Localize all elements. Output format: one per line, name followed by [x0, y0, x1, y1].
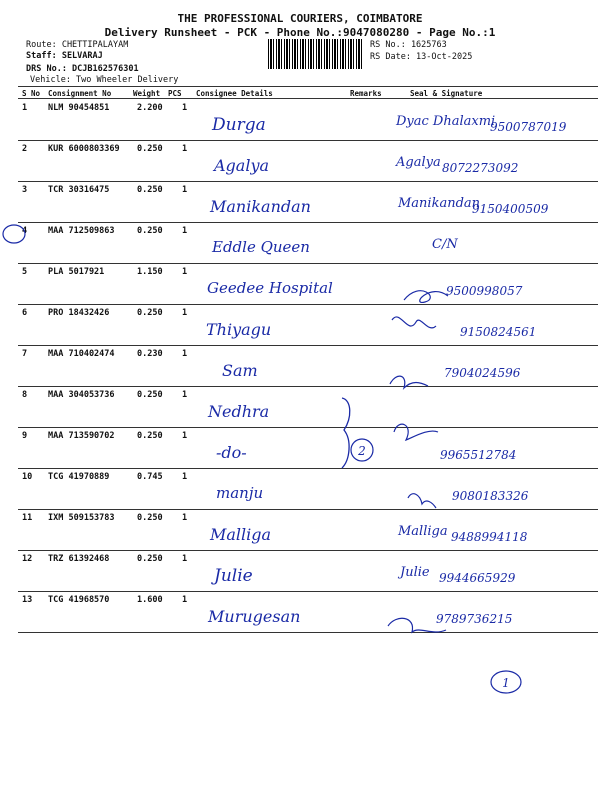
row-sno: 1 [22, 103, 28, 113]
row-signature: Malliga [398, 524, 448, 539]
page-mark-circle [491, 671, 521, 693]
row-divider [18, 386, 598, 387]
row-sno: 5 [22, 267, 28, 277]
row-divider [18, 632, 598, 633]
row-weight: 0.250 [137, 431, 163, 441]
row-weight: 0.250 [137, 144, 163, 154]
route-text: Route: CHETTIPALAYAM [26, 40, 129, 50]
col-seal-signature: Seal & Signature [410, 89, 483, 98]
col-weight: Weight [133, 89, 161, 98]
row-divider [18, 468, 598, 469]
row-weight: 0.250 [137, 308, 163, 318]
row-consignment-no: MAA 713590702 [48, 431, 115, 441]
row-signature-phone: 9789736215 [436, 612, 513, 626]
row-divider [18, 550, 598, 551]
signature-scribble-10 [408, 494, 436, 508]
row-divider [18, 304, 598, 305]
row-sno: 9 [22, 431, 28, 441]
row-pcs: 1 [182, 144, 188, 154]
row-signature-phone: 9150824561 [460, 325, 537, 339]
row-weight: 0.250 [137, 554, 163, 564]
col-pcs: PCS [168, 89, 182, 98]
row-consignee-handwritten: Julie [214, 566, 253, 586]
row-pcs: 1 [182, 390, 188, 400]
row-consignment-no: KUR 6000803369 [48, 144, 120, 154]
col-remarks: Remarks [350, 89, 382, 98]
row-pcs: 1 [182, 308, 188, 318]
col-consignment: Consignment No [48, 89, 112, 98]
row-divider [18, 181, 598, 182]
bracket-count-circle [351, 439, 373, 461]
row-pcs: 1 [182, 472, 188, 482]
row-weight: 2.200 [137, 103, 163, 113]
row-weight: 0.745 [137, 472, 163, 482]
row-signature: Julie [400, 565, 430, 580]
col-sno: S No [22, 89, 41, 98]
row-consignment-no: TCG 41968570 [48, 595, 110, 605]
row-consignment-no: MAA 712509863 [48, 226, 115, 236]
row-sno: 11 [22, 513, 33, 523]
row-weight: 1.600 [137, 595, 163, 605]
row-signature-phone: 7904024596 [444, 366, 521, 380]
row-sno: 10 [22, 472, 33, 482]
row-sno: 2 [22, 144, 28, 154]
table-top-rule [18, 86, 598, 87]
row-consignee-handwritten: -do- [216, 443, 247, 462]
row-consignment-no: MAA 304053736 [48, 390, 115, 400]
row-divider [18, 427, 598, 428]
row-signature-phone: 8072273092 [442, 161, 519, 175]
row-consignee-handwritten: Manikandan [210, 197, 311, 216]
row-consignee-handwritten: Eddle Queen [212, 238, 310, 256]
row-pcs: 1 [182, 554, 188, 564]
header-bottom-rule [18, 98, 598, 99]
row-pcs: 1 [182, 513, 188, 523]
row-consignee-handwritten: Malliga [210, 525, 272, 544]
row-sno: 3 [22, 185, 28, 195]
row-consignee-handwritten: Agalya [214, 156, 270, 175]
rs-date: RS Date: 13-Oct-2025 [370, 52, 473, 62]
row-divider [18, 591, 598, 592]
row-consignee-handwritten: Durga [212, 115, 266, 135]
drs-number: DRS No.: DCJB162576301 [26, 64, 139, 74]
row-pcs: 1 [182, 431, 188, 441]
row-signature: Dyac Dhalaxmi [396, 114, 496, 129]
row-signature-phone: 9965512784 [440, 448, 517, 462]
row-consignment-no: TCG 41970889 [48, 472, 110, 482]
row-divider [18, 140, 598, 141]
row-sno: 13 [22, 595, 33, 605]
row-consignee-handwritten: Murugesan [208, 607, 301, 626]
row-pcs: 1 [182, 595, 188, 605]
row-signature-phone: 9500787019 [490, 120, 567, 134]
rs-number: RS No.: 1625763 [370, 40, 447, 50]
row-consignment-no: PRO 18432426 [48, 308, 110, 318]
row-consignment-no: TCR 30316475 [48, 185, 110, 195]
row-signature-phone: 9150400509 [472, 202, 549, 216]
row-consignment-no: TRZ 61392468 [48, 554, 110, 564]
row-consignment-no: NLM 90454851 [48, 103, 110, 113]
row-sno: 6 [22, 308, 28, 318]
row-signature-phone: 9944665929 [439, 571, 516, 585]
row-pcs: 1 [182, 267, 188, 277]
row-signature-phone: 9488994118 [451, 530, 528, 544]
row-weight: 0.230 [137, 349, 163, 359]
row-consignee-handwritten: manju [216, 484, 264, 502]
row-consignee-handwritten: Nedhra [208, 402, 270, 421]
row-pcs: 1 [182, 349, 188, 359]
bracket-count: 2 [358, 444, 366, 458]
row-consignment-no: IXM 509153783 [48, 513, 115, 523]
row-signature-phone: 9500998057 [446, 284, 523, 298]
row-consignee-handwritten: Thiyagu [206, 320, 272, 339]
row-divider [18, 222, 598, 223]
page-mark: 1 [502, 676, 510, 690]
barcode [268, 39, 364, 69]
company-title: THE PROFESSIONAL COURIERS, COIMBATORE [177, 12, 423, 25]
bracket-mark [342, 398, 350, 468]
row-divider [18, 509, 598, 510]
signature-scribble-6 [392, 317, 436, 328]
row-divider [18, 345, 598, 346]
row-consignment-no: MAA 710402474 [48, 349, 115, 359]
row-pcs: 1 [182, 185, 188, 195]
row-weight: 0.250 [137, 185, 163, 195]
row-sno: 7 [22, 349, 28, 359]
row-signature: Agalya [396, 155, 441, 170]
row-sno: 12 [22, 554, 33, 564]
row-signature-phone: 9080183326 [452, 489, 529, 503]
row-weight: 0.250 [137, 390, 163, 400]
row-signature: Manikandan [398, 196, 481, 211]
col-consignee: Consignee Details [196, 89, 273, 98]
staff-text: Staff: SELVARAJ [26, 51, 103, 61]
row-pcs: 1 [182, 226, 188, 236]
vehicle-text: Vehicle: Two Wheeler Delivery [30, 75, 179, 85]
row-sno: 8 [22, 390, 28, 400]
row-signature: C/N [432, 237, 458, 252]
row-weight: 0.250 [137, 226, 163, 236]
row-sno: 4 [22, 226, 28, 236]
row-consignment-no: PLA 5017921 [48, 267, 105, 277]
row-weight: 1.150 [137, 267, 163, 277]
signature-scribble-5 [404, 291, 448, 303]
row-weight: 0.250 [137, 513, 163, 523]
runsheet-subtitle: Delivery Runsheet - PCK - Phone No.:9047080280 - Page No.:1 [104, 26, 496, 39]
row-pcs: 1 [182, 103, 188, 113]
row-consignee-handwritten: Geedee Hospital [207, 279, 333, 297]
row-consignee-handwritten: Sam [222, 361, 258, 380]
row-divider [18, 263, 598, 264]
